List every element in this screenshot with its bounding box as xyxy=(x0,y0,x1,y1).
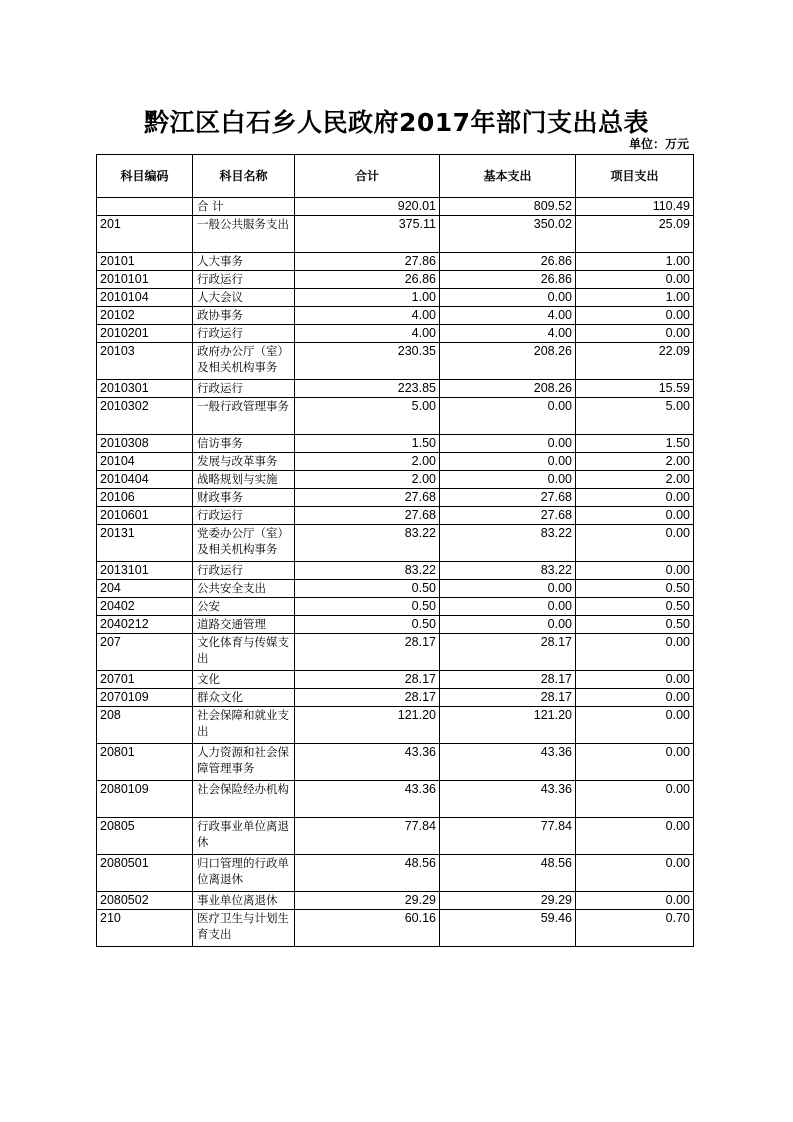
cell-total: 60.16 xyxy=(295,910,440,947)
cell-name: 社会保障和就业支出 xyxy=(193,707,295,744)
cell-total: 1.50 xyxy=(295,435,440,453)
cell-total: 4.00 xyxy=(295,325,440,343)
cell-basic: 28.17 xyxy=(440,671,576,689)
cell-name: 人力资源和社会保障管理事务 xyxy=(193,744,295,781)
cell-name: 党委办公厅（室）及相关机构事务 xyxy=(193,525,295,562)
cell-code: 2010104 xyxy=(97,289,193,307)
table-body xyxy=(97,198,694,947)
cell-code: 2040212 xyxy=(97,616,193,634)
cell-name: 行政运行 xyxy=(193,380,295,398)
cell-basic: 59.46 xyxy=(440,910,576,947)
cell-name: 政府办公厅（室）及相关机构事务 xyxy=(193,343,295,380)
cell-basic: 48.56 xyxy=(440,855,576,892)
cell-name: 一般行政管理事务 xyxy=(193,398,295,435)
table-row xyxy=(97,707,694,744)
cell-total: 27.68 xyxy=(295,507,440,525)
cell-project: 0.50 xyxy=(576,580,694,598)
cell-code: 2010308 xyxy=(97,435,193,453)
cell-basic: 0.00 xyxy=(440,435,576,453)
cell-total: 4.00 xyxy=(295,307,440,325)
cell-name: 行政运行 xyxy=(193,507,295,525)
table-row xyxy=(97,198,694,216)
cell-total: 2.00 xyxy=(295,453,440,471)
table-row xyxy=(97,435,694,453)
cell-name: 行政运行 xyxy=(193,562,295,580)
table-row xyxy=(97,818,694,855)
table-row xyxy=(97,598,694,616)
cell-name: 行政运行 xyxy=(193,271,295,289)
table-row xyxy=(97,689,694,707)
cell-project: 1.00 xyxy=(576,289,694,307)
cell-basic: 4.00 xyxy=(440,307,576,325)
cell-name: 人大会议 xyxy=(193,289,295,307)
cell-total: 29.29 xyxy=(295,892,440,910)
table-row xyxy=(97,892,694,910)
cell-project: 0.00 xyxy=(576,707,694,744)
cell-basic: 0.00 xyxy=(440,471,576,489)
cell-project: 0.00 xyxy=(576,781,694,818)
cell-basic: 28.17 xyxy=(440,634,576,671)
cell-code: 20805 xyxy=(97,818,193,855)
cell-project: 0.00 xyxy=(576,671,694,689)
cell-project: 0.00 xyxy=(576,489,694,507)
cell-project: 0.50 xyxy=(576,598,694,616)
cell-basic: 0.00 xyxy=(440,453,576,471)
cell-code: 20103 xyxy=(97,343,193,380)
cell-total: 5.00 xyxy=(295,398,440,435)
cell-code: 2010101 xyxy=(97,271,193,289)
cell-name: 道路交通管理 xyxy=(193,616,295,634)
cell-basic: 27.68 xyxy=(440,507,576,525)
cell-project: 0.00 xyxy=(576,307,694,325)
cell-code: 20102 xyxy=(97,307,193,325)
cell-name: 一般公共服务支出 xyxy=(193,216,295,253)
cell-project: 0.00 xyxy=(576,325,694,343)
cell-basic: 350.02 xyxy=(440,216,576,253)
cell-project: 0.00 xyxy=(576,507,694,525)
cell-project: 25.09 xyxy=(576,216,694,253)
table-row xyxy=(97,325,694,343)
cell-basic: 0.00 xyxy=(440,580,576,598)
table-row xyxy=(97,398,694,435)
table-row xyxy=(97,671,694,689)
cell-total: 28.17 xyxy=(295,634,440,671)
cell-basic: 83.22 xyxy=(440,562,576,580)
cell-total: 0.50 xyxy=(295,616,440,634)
header-project: 项目支出 xyxy=(576,155,694,198)
cell-project: 1.50 xyxy=(576,435,694,453)
table-row xyxy=(97,525,694,562)
cell-total: 0.50 xyxy=(295,580,440,598)
cell-name: 社会保险经办机构 xyxy=(193,781,295,818)
cell-total: 26.86 xyxy=(295,271,440,289)
cell-total: 43.36 xyxy=(295,744,440,781)
cell-code: 2080501 xyxy=(97,855,193,892)
cell-project: 0.00 xyxy=(576,562,694,580)
cell-basic: 208.26 xyxy=(440,343,576,380)
cell-name: 文化体育与传媒支出 xyxy=(193,634,295,671)
cell-project: 0.00 xyxy=(576,271,694,289)
cell-name: 发展与改革事务 xyxy=(193,453,295,471)
cell-project: 2.00 xyxy=(576,453,694,471)
cell-project: 0.70 xyxy=(576,910,694,947)
header-basic: 基本支出 xyxy=(440,155,576,198)
cell-basic: 28.17 xyxy=(440,689,576,707)
cell-code: 20402 xyxy=(97,598,193,616)
table-row xyxy=(97,216,694,253)
cell-project: 2.00 xyxy=(576,471,694,489)
cell-code: 208 xyxy=(97,707,193,744)
cell-name: 人大事务 xyxy=(193,253,295,271)
cell-basic: 809.52 xyxy=(440,198,576,216)
cell-basic: 83.22 xyxy=(440,525,576,562)
cell-code: 20101 xyxy=(97,253,193,271)
cell-name: 事业单位离退休 xyxy=(193,892,295,910)
cell-total: 0.50 xyxy=(295,598,440,616)
cell-code: 204 xyxy=(97,580,193,598)
cell-name: 合 计 xyxy=(193,198,295,216)
cell-total: 121.20 xyxy=(295,707,440,744)
cell-code: 201 xyxy=(97,216,193,253)
cell-total: 48.56 xyxy=(295,855,440,892)
cell-project: 0.50 xyxy=(576,616,694,634)
cell-basic: 0.00 xyxy=(440,598,576,616)
cell-total: 2.00 xyxy=(295,471,440,489)
cell-basic: 0.00 xyxy=(440,289,576,307)
cell-project: 22.09 xyxy=(576,343,694,380)
table-row xyxy=(97,380,694,398)
cell-code: 2010302 xyxy=(97,398,193,435)
table-row xyxy=(97,253,694,271)
header-code: 科目编码 xyxy=(97,155,193,198)
table-row xyxy=(97,562,694,580)
unit-label: 单位：万元 xyxy=(628,137,689,151)
cell-basic: 121.20 xyxy=(440,707,576,744)
cell-code: 20106 xyxy=(97,489,193,507)
cell-project: 1.00 xyxy=(576,253,694,271)
cell-name: 财政事务 xyxy=(193,489,295,507)
cell-basic: 0.00 xyxy=(440,616,576,634)
cell-total: 223.85 xyxy=(295,380,440,398)
expenditure-table xyxy=(96,154,694,947)
cell-name: 战略规划与实施 xyxy=(193,471,295,489)
cell-project: 0.00 xyxy=(576,892,694,910)
cell-code xyxy=(97,198,193,216)
page-title: 黔江区白石乡人民政府2017年部门支出总表 xyxy=(143,108,650,137)
cell-basic: 0.00 xyxy=(440,398,576,435)
table-row xyxy=(97,855,694,892)
cell-basic: 29.29 xyxy=(440,892,576,910)
header-name: 科目名称 xyxy=(193,155,295,198)
cell-basic: 26.86 xyxy=(440,271,576,289)
cell-project: 0.00 xyxy=(576,855,694,892)
cell-total: 83.22 xyxy=(295,562,440,580)
table-row xyxy=(97,271,694,289)
table-row xyxy=(97,616,694,634)
table-row xyxy=(97,307,694,325)
cell-project: 0.00 xyxy=(576,744,694,781)
cell-code: 2010301 xyxy=(97,380,193,398)
cell-name: 行政运行 xyxy=(193,325,295,343)
cell-code: 2010404 xyxy=(97,471,193,489)
table-row xyxy=(97,910,694,947)
cell-project: 0.00 xyxy=(576,525,694,562)
cell-basic: 43.36 xyxy=(440,744,576,781)
cell-basic: 77.84 xyxy=(440,818,576,855)
cell-project: 0.00 xyxy=(576,818,694,855)
cell-total: 83.22 xyxy=(295,525,440,562)
cell-name: 公共安全支出 xyxy=(193,580,295,598)
cell-code: 20104 xyxy=(97,453,193,471)
table-row xyxy=(97,781,694,818)
cell-name: 文化 xyxy=(193,671,295,689)
cell-project: 110.49 xyxy=(576,198,694,216)
cell-basic: 43.36 xyxy=(440,781,576,818)
cell-total: 1.00 xyxy=(295,289,440,307)
cell-total: 28.17 xyxy=(295,689,440,707)
cell-name: 医疗卫生与计划生育支出 xyxy=(193,910,295,947)
cell-project: 5.00 xyxy=(576,398,694,435)
cell-code: 20701 xyxy=(97,671,193,689)
cell-code: 210 xyxy=(97,910,193,947)
cell-total: 375.11 xyxy=(295,216,440,253)
cell-code: 20131 xyxy=(97,525,193,562)
cell-name: 政协事务 xyxy=(193,307,295,325)
cell-total: 920.01 xyxy=(295,198,440,216)
cell-code: 2070109 xyxy=(97,689,193,707)
cell-basic: 27.68 xyxy=(440,489,576,507)
cell-code: 207 xyxy=(97,634,193,671)
cell-code: 2080502 xyxy=(97,892,193,910)
cell-total: 77.84 xyxy=(295,818,440,855)
cell-total: 43.36 xyxy=(295,781,440,818)
cell-name: 群众文化 xyxy=(193,689,295,707)
table-header-row xyxy=(97,155,694,198)
cell-name: 归口管理的行政单位离退休 xyxy=(193,855,295,892)
cell-project: 15.59 xyxy=(576,380,694,398)
table-row xyxy=(97,580,694,598)
cell-basic: 4.00 xyxy=(440,325,576,343)
cell-project: 0.00 xyxy=(576,689,694,707)
table-row xyxy=(97,744,694,781)
cell-total: 27.68 xyxy=(295,489,440,507)
cell-code: 2013101 xyxy=(97,562,193,580)
cell-basic: 26.86 xyxy=(440,253,576,271)
header-total: 合计 xyxy=(295,155,440,198)
table-row xyxy=(97,489,694,507)
table-row xyxy=(97,453,694,471)
cell-code: 2010601 xyxy=(97,507,193,525)
table-row xyxy=(97,343,694,380)
cell-code: 20801 xyxy=(97,744,193,781)
cell-total: 230.35 xyxy=(295,343,440,380)
table-row xyxy=(97,471,694,489)
cell-total: 27.86 xyxy=(295,253,440,271)
cell-name: 公安 xyxy=(193,598,295,616)
cell-basic: 208.26 xyxy=(440,380,576,398)
cell-name: 信访事务 xyxy=(193,435,295,453)
cell-code: 2010201 xyxy=(97,325,193,343)
cell-total: 28.17 xyxy=(295,671,440,689)
table-row xyxy=(97,634,694,671)
cell-project: 0.00 xyxy=(576,634,694,671)
table-row xyxy=(97,507,694,525)
table-row xyxy=(97,289,694,307)
cell-code: 2080109 xyxy=(97,781,193,818)
cell-name: 行政事业单位离退休 xyxy=(193,818,295,855)
